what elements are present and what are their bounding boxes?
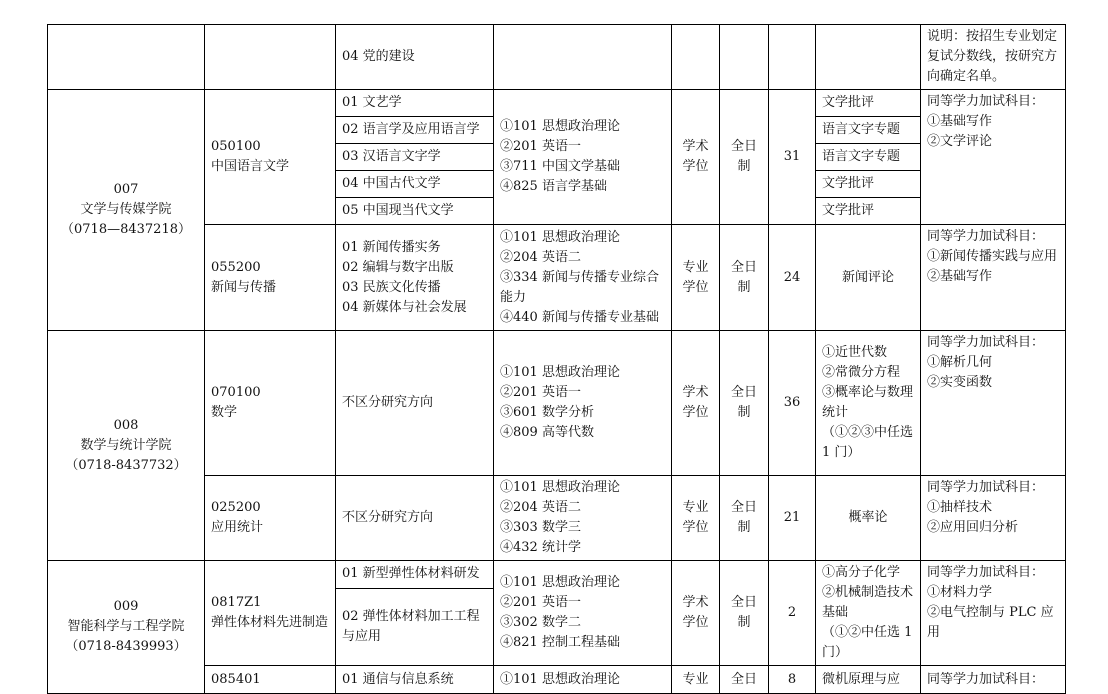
direction-cell: 01 通信与信息系统	[336, 666, 494, 694]
college-name: 007 文学与传媒学院 （0718—8437218）	[48, 90, 205, 331]
exam-subjects: ①101 思想政治理论 ②201 英语一 ③302 数学二 ④821 控制工程基础	[494, 561, 672, 666]
exam-subjects: ①101 思想政治理论 ②204 英语二 ③303 数学三 ④432 统计学	[494, 476, 672, 561]
retest-subject: 文学批评	[816, 171, 921, 198]
enrollment-count: 31	[769, 90, 816, 225]
direction-cell: 01 新型弹性体材料研发	[336, 561, 494, 589]
enrollment-count: 21	[769, 476, 816, 561]
direction-cell: 04 党的建设	[336, 25, 494, 90]
direction-cell: 02 弹性体材料加工工程与应用	[336, 588, 494, 665]
study-mode: 全日 制	[720, 225, 769, 331]
major-cell	[205, 25, 336, 90]
exam-cell	[494, 25, 672, 90]
extra-subjects: 同等学力加试科目： ①基础写作 ②文学评论	[921, 90, 1066, 225]
note-cell: 说明：按招生专业划定复试分数线，按研究方向确定名单。	[921, 25, 1066, 90]
major-code-name: 025200 应用统计	[205, 476, 336, 561]
study-mode: 全日	[720, 666, 769, 694]
direction-list: 01 新闻传播实务 02 编辑与数字出版 03 民族文化传播 04 新媒体与社会发展	[336, 225, 494, 331]
enrollment-count: 8	[769, 666, 816, 694]
degree-type: 专业 学位	[672, 225, 720, 331]
table-row	[48, 90, 1066, 117]
enrollment-count: 2	[769, 561, 816, 666]
retest-subject: 文学批评	[816, 198, 921, 225]
retest-subject: 新闻评论	[816, 225, 921, 331]
degree-cell	[672, 25, 720, 90]
extra-subjects: 同等学力加试科目： ①材料力学 ②电气控制与 PLC 应用	[921, 561, 1066, 666]
retest-subject: ①近世代数 ②常微分方程 ③概率论与数理统计 （①②③中任选 1 门）	[816, 331, 921, 476]
retest-cell	[816, 25, 921, 90]
major-code-name: 085401	[205, 666, 336, 694]
direction-cell: 04 中国古代文学	[336, 171, 494, 198]
admissions-table	[47, 24, 1066, 694]
major-code-name: 050100 中国语言文学	[205, 90, 336, 225]
direction-cell: 02 语言学及应用语言学	[336, 117, 494, 144]
retest-subject: 语言文字专题	[816, 144, 921, 171]
extra-subjects: 同等学力加试科目：	[921, 666, 1066, 694]
exam-subjects: ①101 思想政治理论 ②204 英语二 ③334 新闻与传播专业综合能力 ④440 新闻与传播专业基础	[494, 225, 672, 331]
study-mode: 全日 制	[720, 476, 769, 561]
retest-subject: 文学批评	[816, 90, 921, 117]
direction-cell: 05 中国现当代文学	[336, 198, 494, 225]
college-name: 008 数学与统计学院 （0718-8437732）	[48, 331, 205, 561]
count-cell	[769, 25, 816, 90]
retest-subject: 概率论	[816, 476, 921, 561]
degree-type: 学术 学位	[672, 561, 720, 666]
enrollment-count: 24	[769, 225, 816, 331]
direction-cell: 不区分研究方向	[336, 476, 494, 561]
college-name: 009 智能科学与工程学院 （0718-8439993）	[48, 561, 205, 694]
table-row	[48, 331, 1066, 476]
major-code-name: 0817Z1 弹性体材料先进制造	[205, 561, 336, 666]
retest-subject: 语言文字专题	[816, 117, 921, 144]
extra-subjects: 同等学力加试科目： ①抽样技术 ②应用回归分析	[921, 476, 1066, 561]
extra-subjects: 同等学力加试科目： ①解析几何 ②实变函数	[921, 331, 1066, 476]
mode-cell	[720, 25, 769, 90]
enrollment-count: 36	[769, 331, 816, 476]
major-code-name: 055200 新闻与传播	[205, 225, 336, 331]
retest-subject: ①高分子化学 ②机械制造技术基础 （①②中任选 1 门）	[816, 561, 921, 666]
exam-subjects: ①101 思想政治理论	[494, 666, 672, 694]
college-cell	[48, 25, 205, 90]
study-mode: 全日 制	[720, 90, 769, 225]
table-row	[48, 25, 1066, 90]
retest-subject: 微机原理与应	[816, 666, 921, 694]
degree-type: 专业 学位	[672, 476, 720, 561]
exam-subjects: ①101 思想政治理论 ②201 英语一 ③601 数学分析 ④809 高等代数	[494, 331, 672, 476]
extra-subjects: 同等学力加试科目： ①新闻传播实践与应用 ②基础写作	[921, 225, 1066, 331]
degree-type: 专业	[672, 666, 720, 694]
study-mode: 全日 制	[720, 561, 769, 666]
direction-cell: 03 汉语言文字学	[336, 144, 494, 171]
table-row	[48, 561, 1066, 589]
exam-subjects: ①101 思想政治理论 ②201 英语一 ③711 中国文学基础 ④825 语言学基础	[494, 90, 672, 225]
degree-type: 学术 学位	[672, 90, 720, 225]
major-code-name: 070100 数学	[205, 331, 336, 476]
direction-cell: 不区分研究方向	[336, 331, 494, 476]
study-mode: 全日 制	[720, 331, 769, 476]
direction-cell: 01 文艺学	[336, 90, 494, 117]
degree-type: 学术 学位	[672, 331, 720, 476]
